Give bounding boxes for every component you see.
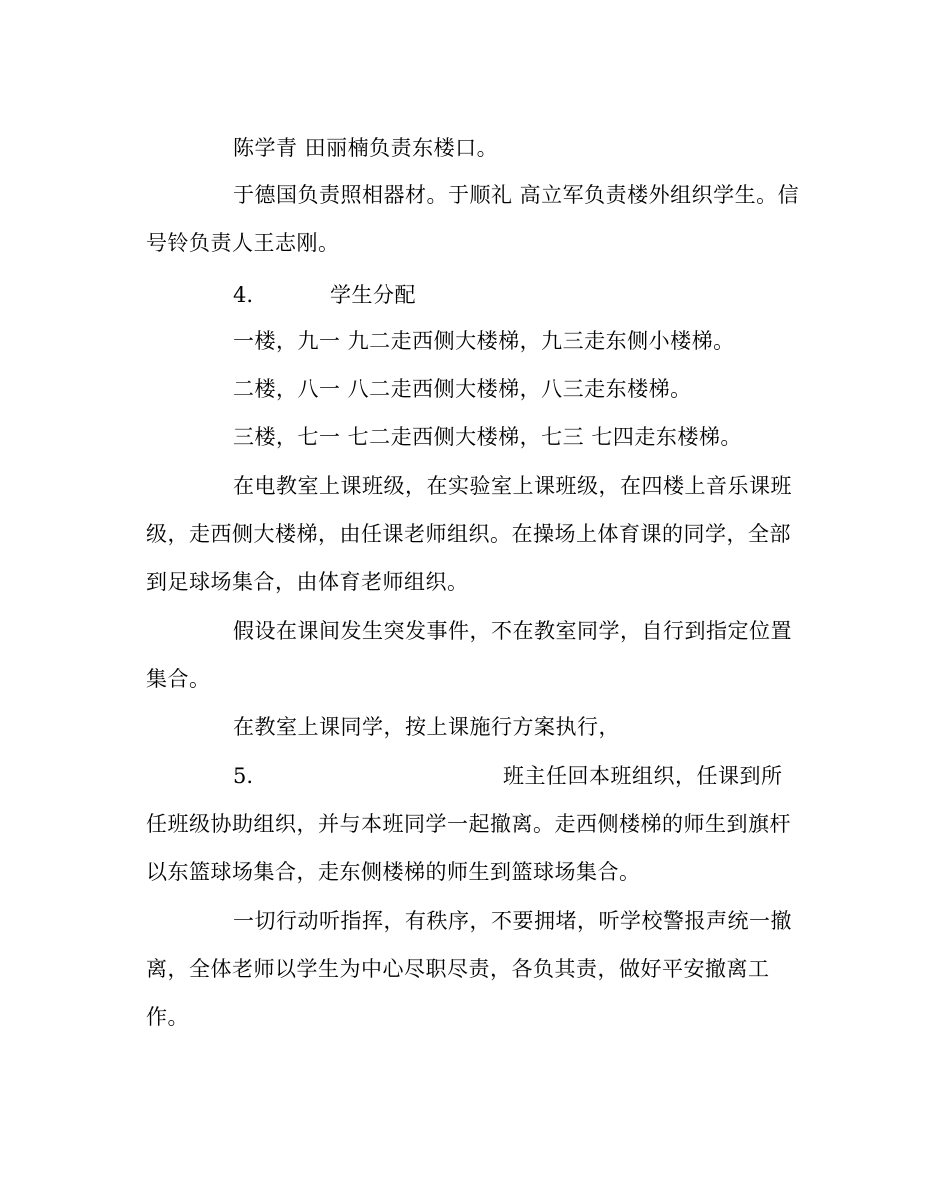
paragraph-line: 假设在课间发生突发事件，不在教室同学，自行到指定位置 [233,619,792,643]
section-heading: 学生分配 [330,283,416,307]
paragraph-line: 级，走西侧大楼梯，由任课老师组织。在操场上体育课的同学，全部 [146,522,791,546]
paragraph-line: 班主任回本班组织，任课到所 [503,764,783,788]
paragraph-line: 于德国负责照相器材。于顺礼 高立军负责楼外组织学生。信 [233,183,800,207]
paragraph-line: 一楼，九一 九二走西侧大楼梯，九三走东侧小楼梯。 [233,329,735,353]
paragraph-line: 集合。 [146,667,211,691]
paragraph-line: 在教室上课同学，按上课施行方案执行， [233,715,620,739]
paragraph-line: 二楼，八一 八二走西侧大楼梯，八三走东楼梯。 [233,377,692,401]
paragraph-line: 任班级协助组织，并与本班同学一起撤离。走西侧楼梯的师生到旗杆 [146,812,791,836]
paragraph-line: 在电教室上课班级，在实验室上课班级，在四楼上音乐课班 [233,474,792,498]
paragraph-line: 号铃负责人王志刚。 [146,231,340,255]
paragraph-line: 一切行动听指挥，有秩序，不要拥堵，听学校警报声统一撤 [233,909,792,933]
paragraph-line: 以东篮球场集合，走东侧楼梯的师生到篮球场集合。 [146,860,641,884]
paragraph-line: 离，全体老师以学生为中心尽职尽责，各负其责，做好平安撤离工 [146,957,770,981]
paragraph-line: 作。 [146,1005,189,1029]
paragraph-line: 到足球场集合，由体育老师组织。 [146,570,469,594]
section-number-5: 5. [233,764,254,788]
paragraph-line: 陈学青 田丽楠负责东楼口。 [233,136,499,160]
paragraph-line: 三楼，七一 七二走西侧大楼梯，七三 七四走东楼梯。 [233,425,742,449]
section-number-4: 4. [233,283,254,307]
